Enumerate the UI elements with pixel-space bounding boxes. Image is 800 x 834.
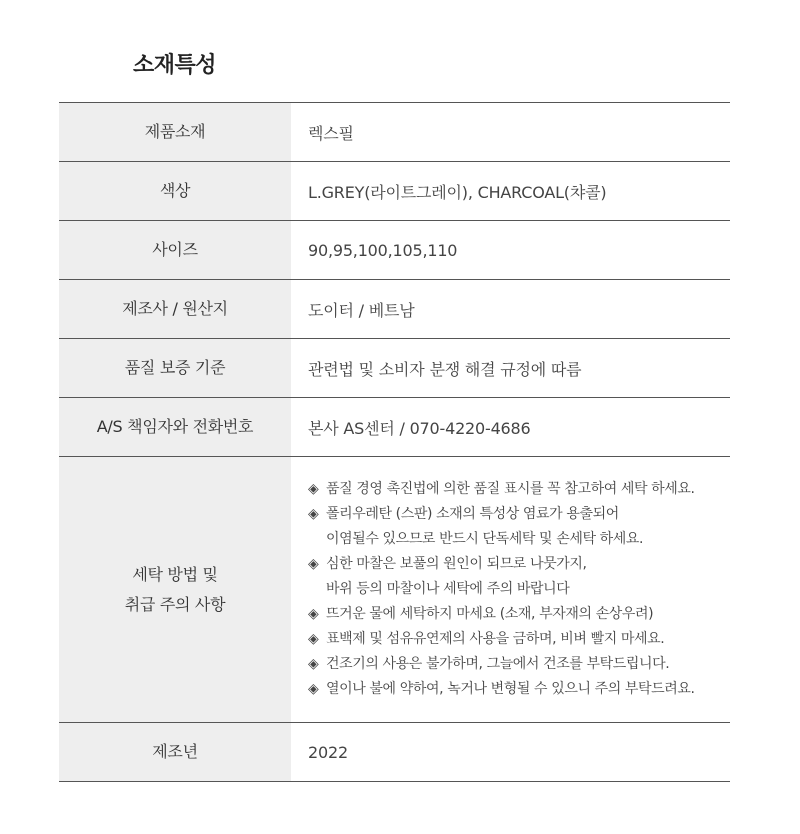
spec-row-material	[59, 103, 730, 162]
care-item: ◈ 폴리우레탄 (스판) 소재의 특성상 염료가 용출되어	[308, 502, 695, 527]
care-item: ◈ 심한 마찰은 보풀의 원인이 되므로 나뭇가지,	[308, 552, 695, 577]
care-instructions-list	[308, 477, 695, 702]
care-item: ◈ 뜨거운 물에 세탁하지 마세요 (소재, 부자재의 손상우려)	[308, 602, 695, 627]
spec-value: 관련법 및 소비자 분쟁 해결 규정에 따름	[308, 359, 582, 379]
care-label-line1: 세탁 방법 및	[132, 564, 218, 584]
spec-value: 도이터 / 베트남	[308, 300, 415, 320]
diamond-bullet-icon: ◈	[308, 481, 319, 497]
spec-row-quality	[59, 339, 730, 398]
spec-label: 제조년	[59, 723, 291, 781]
care-item: ◈ 열이나 불에 약하여, 녹거나 변형될 수 있으니 주의 부탁드려요.	[308, 677, 695, 702]
spec-row-color	[59, 162, 730, 221]
spec-value: 90,95,100,105,110	[308, 240, 458, 260]
diamond-bullet-icon: ◈	[308, 506, 319, 522]
spec-value: 2022	[308, 742, 348, 762]
diamond-bullet-icon: ◈	[308, 681, 319, 697]
spec-row-care	[59, 457, 730, 723]
spec-label: 제조사 / 원산지	[59, 280, 291, 338]
care-label-line2: 취급 주의 사항	[124, 594, 226, 614]
spec-label: 품질 보증 기준	[59, 339, 291, 397]
care-item: ◈ 건조기의 사용은 불가하며, 그늘에서 건조를 부탁드립니다.	[308, 652, 695, 677]
care-item-continued: 이염될수 있으므로 반드시 단독세탁 및 손세탁 하세요.	[326, 531, 644, 547]
spec-row-maker	[59, 280, 730, 339]
spec-value: 본사 AS센터 / 070-4220-4686	[308, 418, 531, 438]
spec-row-year	[59, 723, 730, 782]
diamond-bullet-icon: ◈	[308, 631, 319, 647]
care-item: ◈ 품질 경영 촉진법에 의한 품질 표시를 꼭 참고하여 세탁 하세요.	[308, 477, 695, 502]
diamond-bullet-icon: ◈	[308, 656, 319, 672]
care-item: ◈ 표백제 및 섬유유연제의 사용을 금하며, 비벼 빨지 마세요.	[308, 627, 695, 652]
spec-label: 사이즈	[59, 221, 291, 279]
spec-row-as	[59, 398, 730, 457]
spec-row-size	[59, 221, 730, 280]
spec-value: L.GREY(라이트그레이), CHARCOAL(챠콜)	[308, 182, 607, 202]
spec-label	[59, 457, 291, 722]
spec-label: 제품소재	[59, 103, 291, 161]
diamond-bullet-icon: ◈	[308, 606, 319, 622]
spec-table	[59, 102, 730, 782]
care-item-continued: 바위 등의 마찰이나 세탁에 주의 바랍니다	[326, 581, 570, 597]
spec-value	[291, 457, 730, 722]
spec-label: 색상	[59, 162, 291, 220]
diamond-bullet-icon: ◈	[308, 556, 319, 572]
section-title: 소재특성	[133, 53, 217, 78]
spec-label: A/S 책임자와 전화번호	[59, 398, 291, 456]
spec-value: 렉스필	[308, 123, 354, 143]
